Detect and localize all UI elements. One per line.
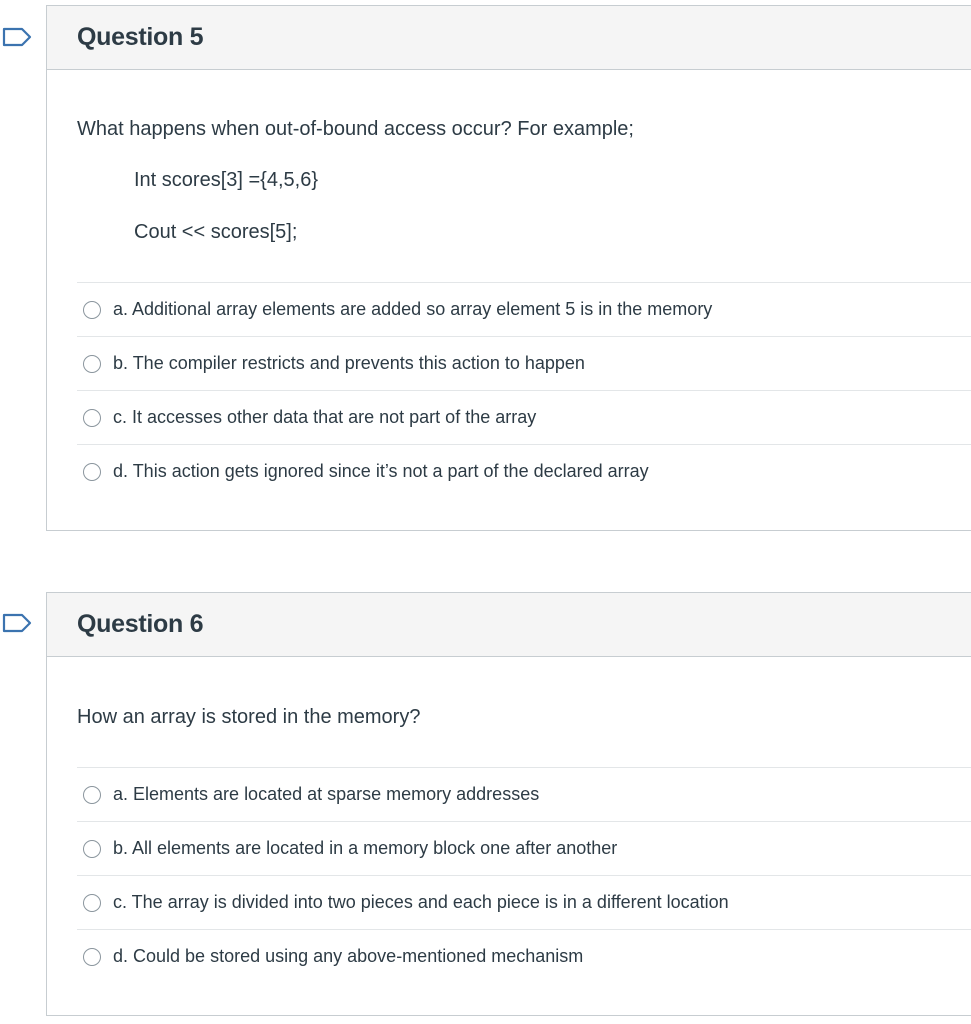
question-5-card	[46, 5, 971, 531]
question-6-header	[47, 593, 971, 657]
question-5-answer-b[interactable]	[77, 336, 971, 390]
question-5-text: What happens when out-of-bound access occur? For example;	[77, 118, 634, 140]
answer-label: c. The array is divided into two pieces and each piece is in a different location	[113, 892, 729, 912]
radio-button-icon[interactable]	[83, 948, 101, 966]
question-6-answer-d[interactable]	[77, 929, 971, 983]
question-6-text: How an array is stored in the memory?	[77, 706, 421, 728]
question-5-body	[47, 70, 971, 498]
question-5-code-line-1: Int scores[3] ={4,5,6}	[134, 169, 319, 191]
question-5-header	[47, 6, 971, 70]
radio-button-icon[interactable]	[83, 840, 101, 858]
radio-button-icon[interactable]	[83, 463, 101, 481]
question-6-body	[47, 657, 971, 983]
question-6-answers	[77, 767, 971, 983]
question-6-card	[46, 592, 971, 1016]
question-5-answer-c[interactable]	[77, 390, 971, 444]
question-5-answer-a[interactable]	[77, 282, 971, 336]
question-5-answer-d[interactable]	[77, 444, 971, 498]
flag-question-5-icon[interactable]	[2, 27, 32, 47]
question-6-title: Question 6	[77, 610, 204, 638]
answer-label: b. All elements are located in a memory block one after another	[113, 838, 618, 858]
question-5-code-line-2: Cout << scores[5];	[134, 221, 298, 243]
answer-label: a. Elements are located at sparse memory addresses	[113, 784, 540, 804]
radio-button-icon[interactable]	[83, 355, 101, 373]
radio-button-icon[interactable]	[83, 786, 101, 804]
answer-label: d. This action gets ignored since it’s not a part of the declared array	[113, 461, 649, 481]
radio-button-icon[interactable]	[83, 301, 101, 319]
answer-label: a. Additional array elements are added so array element 5 is in the memory	[113, 299, 713, 319]
question-6-answer-b[interactable]	[77, 821, 971, 875]
answer-label: d. Could be stored using any above-mentioned mechanism	[113, 946, 584, 966]
question-6-answer-a[interactable]	[77, 767, 971, 821]
question-6-answer-c[interactable]	[77, 875, 971, 929]
question-5-title: Question 5	[77, 23, 204, 51]
question-5-answers	[77, 282, 971, 498]
answer-label: b. The compiler restricts and prevents this action to happen	[113, 353, 585, 373]
radio-button-icon[interactable]	[83, 894, 101, 912]
answer-label: c. It accesses other data that are not part of the array	[113, 407, 537, 427]
radio-button-icon[interactable]	[83, 409, 101, 427]
flag-question-6-icon[interactable]	[2, 613, 32, 633]
